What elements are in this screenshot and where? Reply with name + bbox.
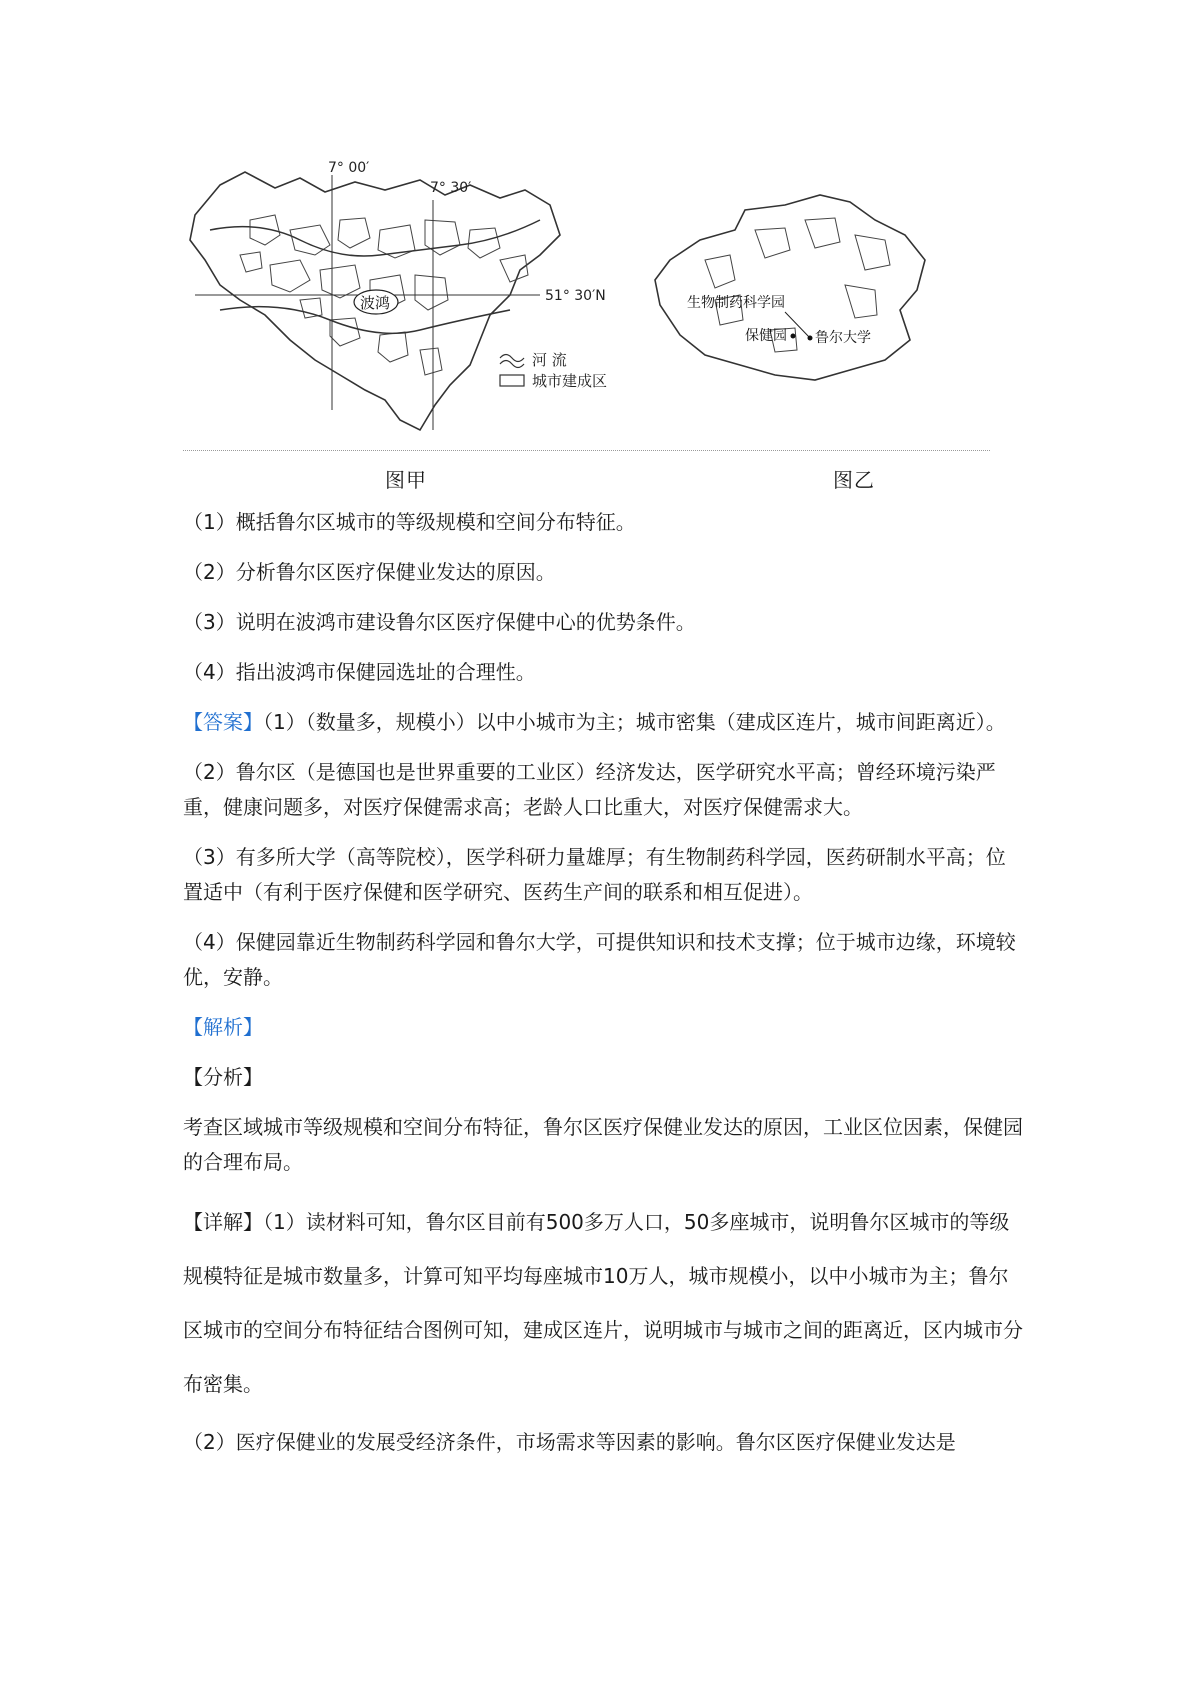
detail-1-text: （1）读材料可知，鲁尔区目前有500多万人口，50多座城市，说明鲁尔区城市的等级规模特征是城市数量多，计算可知平均每座城市10万人，城市规模小，以中小城市为主；鲁尔区城市的空间分布特征结合图例可知，建成区连片，说明城市与城市之间的距离近，区内城市分布密集。 [183, 1210, 1023, 1396]
label-university: 鲁尔大学 [815, 330, 871, 346]
text-content [183, 505, 1023, 1473]
lat-label: 51° 30′N [545, 288, 606, 304]
question-2: （2）分析鲁尔区医疗保健业发达的原因。 [183, 560, 556, 584]
health-park-dot [791, 334, 796, 339]
detail-tag: 【详解】 [183, 1210, 263, 1234]
analysis-tag: 【解析】 [183, 1015, 263, 1039]
label-health-park: 保健园 [745, 328, 787, 344]
detail-1 [183, 1195, 1023, 1411]
university-dot [808, 336, 813, 341]
question-3: （3）说明在波鸿市建设鲁尔区医疗保健中心的优势条件。 [183, 610, 696, 634]
answer-3: （3）有多所大学（高等院校），医学科研力量雄厚；有生物制药科学园，医药研制水平高；位置适中（有利于医疗保健和医学研究、医药生产间的联系和相互促进）。 [183, 845, 1006, 904]
legend-urban-label: 城市建成区 [532, 372, 608, 390]
lon-label-2: 7° 30′ [430, 180, 472, 196]
legend-urban-icon [500, 375, 524, 386]
question-4: （4）指出波鸿市保健园选址的合理性。 [183, 660, 536, 684]
answer-1-text: （1）（数量多，规模小）以中小城市为主；城市密集（建成区连片，城市间距离近）。 [263, 710, 1006, 734]
legend [500, 351, 607, 390]
detail-2: （2）医疗保健业的发展受经济条件，市场需求等因素的影响。鲁尔区医疗保健业发达是 [183, 1430, 956, 1454]
answer-4: （4）保健园靠近生物制药科学园和鲁尔大学，可提供知识和技术支撑；位于城市边缘，环境较优，安静。 [183, 930, 1016, 989]
label-biopharma: 生物制药科学园 [687, 295, 785, 311]
legend-river-icon [500, 355, 524, 368]
figure-area [0, 0, 1200, 500]
river-1 [210, 220, 540, 256]
bochum-outline [655, 195, 925, 380]
figure-divider [183, 450, 990, 451]
lon-label-1: 7° 00′ [328, 160, 370, 176]
fenxi-text: 考查区域城市等级规模和空间分布特征，鲁尔区医疗保健业发达的原因，工业区位因素，保健园的合理布局。 [183, 1115, 1023, 1174]
legend-river-label: 河 流 [532, 351, 567, 369]
caption-yi: 图乙 [833, 468, 875, 492]
map-ruhr-region [180, 160, 700, 450]
question-1: （1）概括鲁尔区城市的等级规模和空间分布特征。 [183, 510, 636, 534]
answer-1 [183, 705, 1023, 740]
answer-tag: 【答案】 [183, 710, 263, 734]
city-label: 波鸿 [360, 294, 391, 312]
caption-jia: 图甲 [385, 468, 427, 492]
fenxi-tag: 【分析】 [183, 1065, 263, 1089]
map-bochum [645, 190, 945, 390]
answer-2: （2）鲁尔区（是德国也是世界重要的工业区）经济发达，医学研究水平高；曾经环境污染严重，健康问题多，对医疗保健需求高；老龄人口比重大，对医疗保健需求大。 [183, 760, 996, 819]
